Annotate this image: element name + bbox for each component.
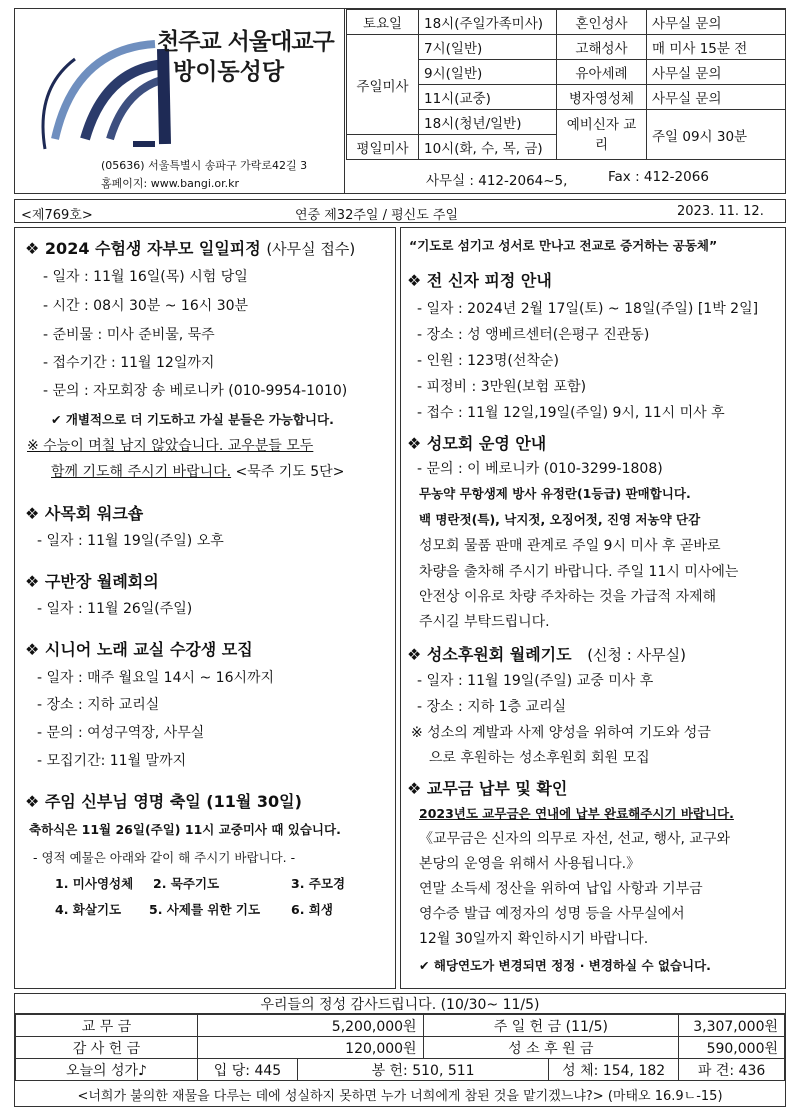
list-item: - 일자 : 11월 19일(주일) 교중 미사 후 (417, 673, 654, 689)
service-value: 매 미사 15분 전 (647, 35, 786, 60)
list-item: - 장소 : 지하 1층 교리실 (417, 699, 567, 715)
offering-value: 3,307,000원 (679, 1015, 785, 1037)
note-text: ✔ 개별적으로 더 기도하고 가실 분들은 가능합니다. (51, 412, 334, 427)
list-item: - 일자 : 11월 19일(주일) 오후 (37, 533, 224, 549)
offering-value: 120,000원 (198, 1037, 424, 1059)
service-name: 병자영성체 (557, 85, 647, 110)
bulletin-header (14, 8, 786, 194)
bold-notice: 축하식은 11월 26일(주일) 11시 교중미사 때 있습니다. (29, 822, 341, 837)
section-heading: ❖ 2024 수험생 자부모 일일피정 (사무실 접수) (25, 239, 356, 258)
weekday-mass-time: 10시(화, 수, 목, 금) (419, 135, 557, 160)
table-row (16, 1015, 785, 1037)
list-item: - 접수 : 11월 12일,19일(주일) 9시, 11시 미사 후 (417, 405, 725, 421)
offering-label: 주 일 헌 금 (11/5) (423, 1015, 679, 1037)
service-name: 혼인성사 (557, 10, 647, 35)
offering-item: 3. 주모경 (291, 876, 346, 891)
offering-value: 590,000원 (679, 1037, 785, 1059)
issue-number: <제769호> (21, 208, 93, 223)
scripture-verse: <너희가 불의한 재물을 다루는 데에 성실하지 못하면 누가 너희에게 참된 것을 맡기겠느냐?> (마태오 16.9ㄴ-15) (77, 1089, 723, 1104)
bold-notice: 백 명란젓(특), 낙지젓, 오징어젓, 진영 저농약 단감 (419, 512, 701, 527)
paragraph-line: 본당의 운영을 위해서 사용됩니다.》 (419, 856, 641, 872)
section-heading: ❖ 주임 신부님 영명 축일 (11월 30일) (25, 792, 302, 811)
liturgical-week: 연중 제32주일 / 평신도 주일 (295, 208, 459, 223)
list-item: - 장소 : 성 앵베르센터(은평구 진관동) (417, 327, 650, 343)
parish-motto: “기도로 섬기고 성서로 만나고 전교로 증거하는 공동체” (409, 238, 718, 253)
hymn-recessional: 파 견: 436 (679, 1059, 785, 1081)
bold-notice: 무농약 무항생제 방사 유정란(1등급) 판매합니다. (419, 486, 691, 501)
service-value: 사무실 문의 (647, 60, 786, 85)
list-item: - 준비물 : 미사 준비물, 묵주 (43, 327, 215, 343)
paragraph-line: 연말 소득세 정산을 위하여 납입 사항과 기부금 (419, 881, 703, 897)
section-heading: ❖ 성소후원회 월례기도 (신청 : 사무실) (407, 645, 686, 664)
paragraph-line: 12월 30일까지 확인하시기 바랍니다. (419, 931, 649, 947)
table-row (16, 1037, 785, 1059)
prep-class-label: 예비신자 교리 (557, 110, 647, 160)
remark-text: ※ 수능이 며칠 남지 않았습니다. 교우분들 모두 (27, 438, 314, 454)
service-value: 사무실 문의 (647, 10, 786, 35)
offering-item: 1. 미사영성체 (55, 876, 134, 891)
offering-label: 성 소 후 원 금 (423, 1037, 679, 1059)
remark-text: 으로 후원하는 성소후원회 회원 모집 (429, 750, 650, 766)
offerings-box (14, 993, 786, 1107)
list-item: - 피정비 : 3만원(보험 포함) (417, 379, 587, 395)
offerings-table (15, 1014, 785, 1081)
table-row (16, 1059, 785, 1081)
church-logo-area (15, 9, 345, 193)
service-name: 고해성사 (557, 35, 647, 60)
list-item: - 문의 : 이 베로니카 (010-3299-1808) (417, 461, 663, 477)
right-column (400, 227, 786, 989)
paragraph-line: 주시길 부탁드립니다. (419, 614, 550, 630)
weekday-mass-label: 평일미사 (347, 135, 419, 160)
list-item: - 모집기간: 11월 말까지 (37, 753, 187, 769)
offering-item: 4. 화살기도 (55, 902, 122, 917)
list-item: - 장소 : 지하 교리실 (37, 697, 160, 713)
offering-label: 감 사 헌 금 (16, 1037, 198, 1059)
hymn-label: 오늘의 성가♪ (16, 1059, 198, 1081)
section-heading: ❖ 교무금 납부 및 확인 (407, 779, 568, 798)
list-item: - 시간 : 08시 30분 ~ 16시 30분 (43, 298, 249, 314)
left-column (14, 227, 396, 989)
bold-notice: 2023년도 교무금은 연내에 납부 완료해주시기 바랍니다. (419, 806, 734, 821)
issue-date: 2023. 11. 12. (677, 204, 764, 219)
saturday-time: 18시(주일가족미사) (419, 10, 557, 35)
offering-item: 5. 사제를 위한 기도 (149, 902, 261, 917)
church-address: (05636) 서울특별시 송파구 가락로42길 3 (101, 159, 308, 172)
section-heading: ❖ 성모회 운영 안내 (407, 434, 547, 453)
list-item: - 영적 예물은 아래와 같이 해 주시기 바랍니다. - (33, 850, 296, 865)
offering-value: 5,200,000원 (198, 1015, 424, 1037)
remark-text: ※ 성소의 계발과 사제 양성을 위하여 기도와 성금 (411, 725, 711, 741)
church-name-line2: 방이동성당 (173, 59, 285, 85)
list-item: - 일자 : 11월 16일(목) 시험 당일 (43, 269, 248, 285)
offering-item: 2. 묵주기도 (153, 876, 220, 891)
list-item: - 접수기간 : 11월 12일까지 (43, 355, 215, 371)
hymn-offertory: 봉 헌: 510, 511 (298, 1059, 549, 1081)
hymn-communion: 성 체: 154, 182 (549, 1059, 679, 1081)
prep-class-value: 주일 09시 30분 (647, 110, 786, 160)
remark-text: 함께 기도해 주시기 바랍니다. <묵주 기도 5단> (51, 464, 345, 480)
section-heading: ❖ 사목회 워크숍 (25, 504, 144, 523)
saturday-label: 토요일 (347, 10, 419, 35)
church-homepage: 홈페이지: www.bangi.or.kr (101, 177, 240, 190)
office-fax: Fax : 412-2066 (608, 169, 709, 185)
list-item: - 문의 : 여성구역장, 사무실 (37, 725, 205, 741)
list-item: - 인원 : 123명(선착순) (417, 353, 559, 369)
section-heading: ❖ 시니어 노래 교실 수강생 모집 (25, 640, 253, 659)
paragraph-line: 차량을 출차해 주시기 바랍니다. 주일 11시 미사에는 (419, 564, 739, 580)
section-heading: ❖ 구반장 월례회의 (25, 572, 159, 591)
church-name-line1: 천주교 서울대교구 (157, 29, 334, 55)
paragraph-line: 《교무금은 신자의 의무로 자선, 선교, 행사, 교구와 (419, 831, 731, 847)
list-item: - 일자 : 11월 26일(주일) (37, 601, 193, 617)
paragraph-line: 성모회 물품 판매 관계로 주일 9시 미사 후 곧바로 (419, 538, 721, 554)
list-item: - 일자 : 매주 월요일 14시 ~ 16시까지 (37, 670, 275, 686)
sunday-mass-time: 7시(일반) (419, 35, 557, 60)
service-value: 사무실 문의 (647, 85, 786, 110)
paragraph-line: 영수증 발급 예정자의 성명 등을 사무실에서 (419, 906, 685, 922)
service-name: 유아세례 (557, 60, 647, 85)
list-item: - 일자 : 2024년 2월 17일(토) ~ 18일(주일) [1박 2일] (417, 301, 759, 317)
sunday-mass-time: 18시(청년/일반) (419, 110, 557, 135)
sunday-mass-time: 11시(교중) (419, 85, 557, 110)
mass-schedule-table (346, 9, 786, 160)
offerings-title: 우리들의 정성 감사드립니다. (10/30~ 11/5) (15, 994, 785, 1014)
note-text: ✔ 해당연도가 변경되면 정정 · 변경하실 수 없습니다. (419, 958, 711, 973)
list-item: - 문의 : 자모회장 송 베로니카 (010-9954-1010) (43, 383, 348, 399)
office-contact (346, 159, 786, 193)
offering-label: 교 무 금 (16, 1015, 198, 1037)
issue-info-bar (14, 199, 786, 223)
office-phone: 사무실 : 412-2064~5, (426, 173, 568, 189)
paragraph-line: 안전상 이유로 차량 주차하는 것을 가급적 자제해 (419, 589, 717, 605)
sunday-mass-time: 9시(일반) (419, 60, 557, 85)
offering-item: 6. 희생 (291, 902, 333, 917)
section-heading: ❖ 전 신자 피정 안내 (407, 271, 552, 290)
hymn-entrance: 입 당: 445 (198, 1059, 298, 1081)
sunday-mass-label: 주일미사 (347, 35, 419, 135)
